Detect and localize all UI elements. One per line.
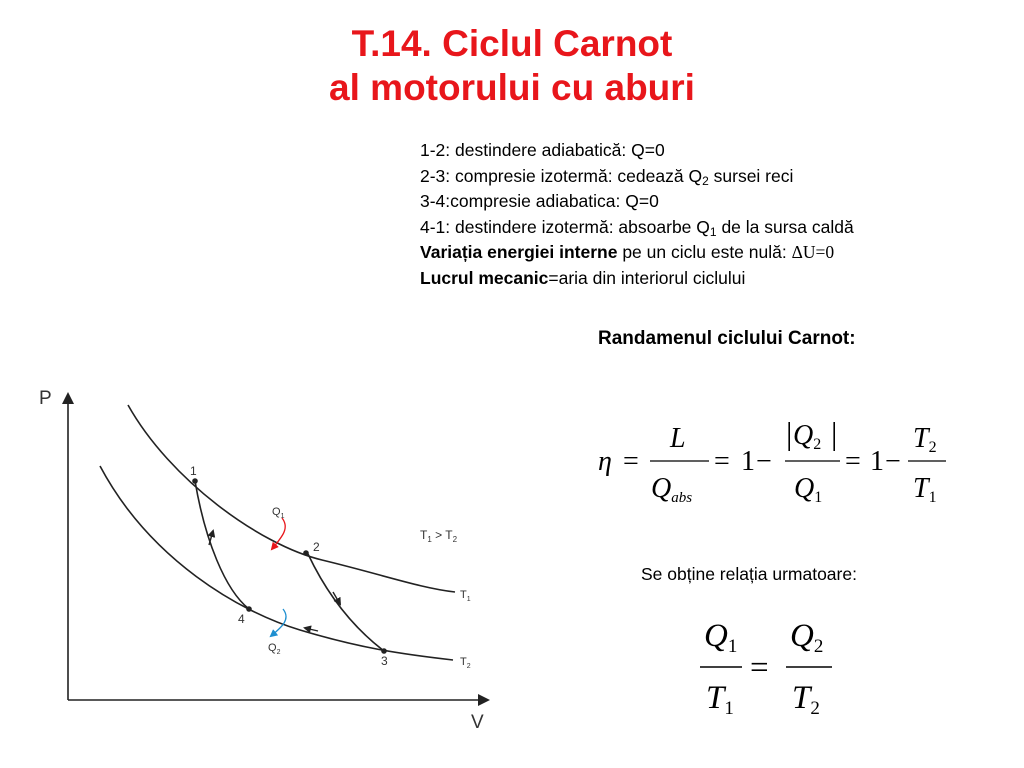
one-1: 1 — [741, 446, 755, 477]
rel-denominator-t2: T2 — [792, 680, 820, 719]
equals-3: = — [845, 446, 861, 477]
point-label-1: 1 — [190, 464, 197, 478]
denominator-t1: T1 — [913, 473, 937, 506]
denominator-q-abs: Qabs — [651, 473, 693, 506]
abs-bar-left: | — [786, 415, 793, 451]
adiabat-2-3 — [308, 554, 384, 651]
title-line-2: al motorului cu aburi — [329, 67, 695, 108]
equals-1: = — [623, 446, 639, 477]
note-3-4: 3-4:compresie adiabatica: Q=0 — [420, 191, 659, 211]
note-internal-energy-bold: Variația energiei interne — [420, 242, 618, 262]
rel-numerator-q1: Q1 — [704, 618, 738, 657]
v-axis-arrow-icon — [478, 694, 490, 706]
equals-2: = — [714, 446, 730, 477]
axis-label-v: V — [471, 712, 484, 733]
note-4-1-sub: 1 — [709, 224, 717, 239]
note-2-3-end: sursei reci — [708, 165, 794, 186]
point-4 — [246, 606, 252, 612]
isotherm-label-t1: $T_1$ — [460, 589, 471, 603]
point-label-3: 3 — [381, 654, 388, 668]
pv-diagram — [39, 388, 490, 733]
relation-heading: Se obține relația urmatoare: — [641, 564, 857, 584]
adiabat-1-4 — [195, 481, 249, 609]
efficiency-formula — [598, 415, 946, 506]
relation-formula — [700, 618, 832, 719]
delta-u-formula: ΔU=0 — [791, 242, 835, 262]
heat-out-label: $Q_2$ — [268, 642, 281, 656]
rel-denominator-t1: T1 — [706, 680, 734, 719]
numerator-work: L — [670, 423, 686, 454]
heat-in-label: $Q_1$ — [272, 506, 285, 520]
note-1-2: 1-2: destindere adiabatică: Q=0 — [420, 140, 665, 160]
note-4-1-end: de la sursa caldă — [716, 216, 854, 237]
note-work-bold: Lucrul mecanic — [420, 267, 549, 288]
note-internal-energy-text: pe un ciclu este nulă: — [617, 242, 792, 262]
temperature-condition: $T_1 > T_2$ — [420, 528, 458, 544]
minus-1: − — [756, 446, 772, 477]
numerator-q2: Q2 — [793, 420, 822, 453]
denominator-q1: Q1 — [794, 473, 823, 506]
point-label-2: 2 — [313, 540, 320, 554]
minus-2: − — [885, 446, 901, 477]
note-2-3-sub: 2 — [702, 173, 709, 188]
axis-label-p: P — [39, 388, 52, 409]
p-axis-arrow-icon — [62, 392, 74, 404]
efficiency-heading: Randamenul ciclului Carnot: — [598, 328, 856, 349]
numerator-t2: T2 — [913, 423, 937, 456]
isotherm-t1 — [128, 405, 455, 592]
point-2 — [303, 550, 309, 556]
arrow-3-4-icon — [305, 628, 318, 631]
isotherm-label-t2: $T_2$ — [460, 656, 471, 670]
note-work-text: =aria din interiorul ciclului — [548, 267, 746, 288]
point-1 — [192, 478, 198, 484]
title-line-1: T.14. Ciclul Carnot — [351, 23, 673, 64]
abs-bar-right: | — [831, 415, 838, 451]
one-2: 1 — [870, 446, 884, 477]
note-2-3-text: 2-3: compresie izotermă: cedează Q — [420, 165, 703, 186]
rel-equals: = — [750, 650, 769, 686]
rel-numerator-q2: Q2 — [790, 618, 824, 657]
point-label-4: 4 — [238, 612, 245, 626]
note-4-1-text: 4-1: destindere izotermă: absoarbe Q — [420, 216, 710, 237]
point-3 — [381, 648, 387, 654]
eta-symbol: η — [598, 446, 612, 477]
